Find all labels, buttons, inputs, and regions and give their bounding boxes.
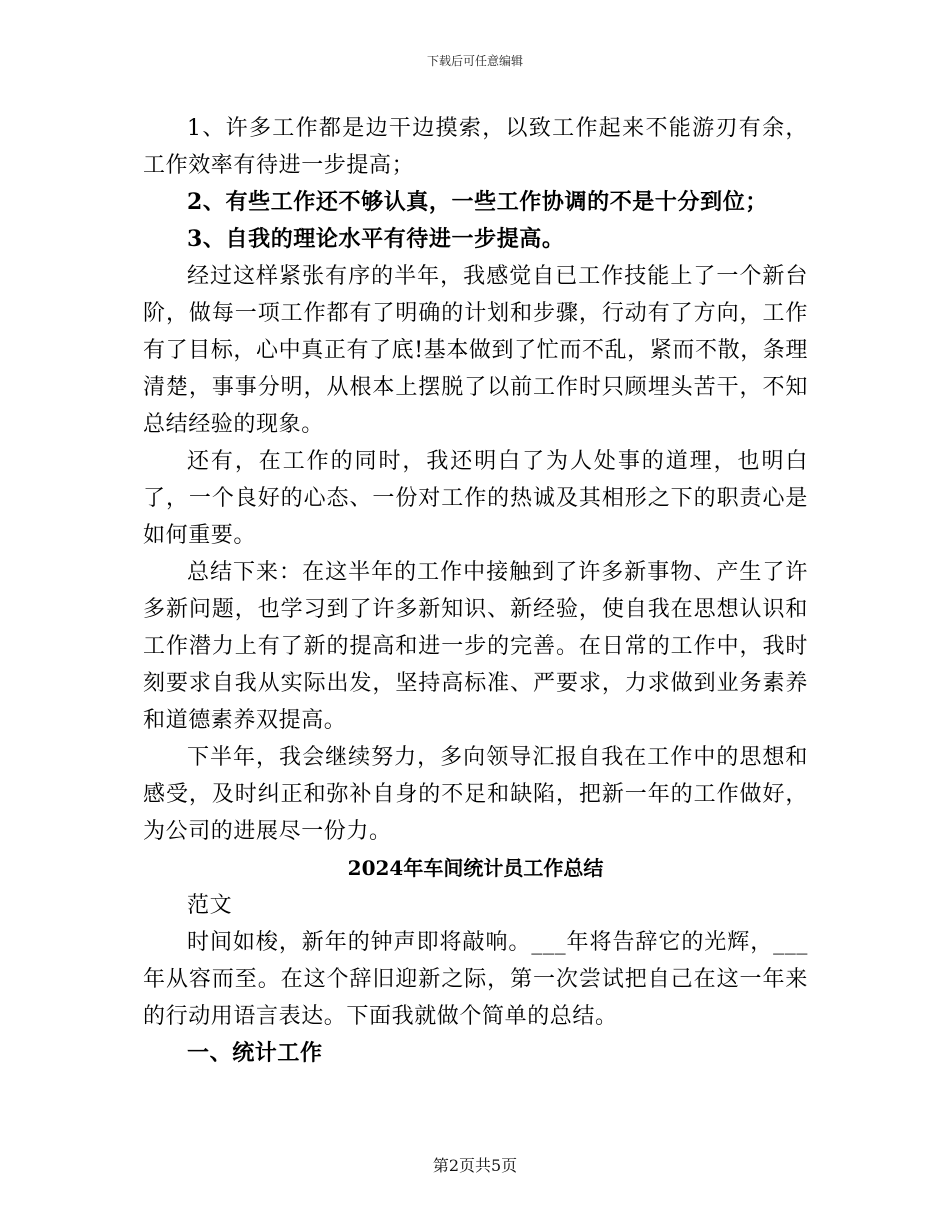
paragraph-9: 时间如梭，新年的钟声即将敲响。___年将告辞它的光辉，___年从容而至。在这个辞旧迎新之际，第一次尝试把自己在这一年来的行动用语言表达。下面我就做个简单的总结。 <box>143 930 808 1029</box>
paragraph-4: 经过这样紧张有序的半年，我感觉自已工作技能上了一个新台阶，做每一项工作都有了明确的计划和步骤，行动有了方向，工作有了目标，心中真正有了底!基本做到了忙而不乱，紧而不散，条理清楚，事事分明，从根本上摆脱了以前工作时只顾埋头苦干，不知总结经验的现象。 <box>143 264 808 437</box>
header-note: 下载后可任意编辑 <box>426 54 523 68</box>
paragraph-3: 3、自我的理论水平有待进一步提高。 <box>187 226 565 252</box>
paragraph-7: 下半年，我会继续努力，多向领导汇报自我在工作中的思想和感受，及时纠正和弥补自身的不足和缺陷，把新一年的工作做好，为公司的进展尽一份力。 <box>143 745 808 844</box>
paragraph-5: 还有，在工作的同时，我还明白了为人处事的道理，也明白了，一个良好的心态、一份对工作的热诚及其相形之下的职责心是如何重要。 <box>143 449 808 548</box>
paragraph-6: 总结下来：在这半年的工作中接触到了许多新事物、产生了许多新问题，也学习到了许多新知识、新经验，使自我在思想认识和工作潜力上有了新的提高和进一步的完善。在日常的工作中，我时刻要求自我从实际出发，坚持高标准、严要求，力求做到业务素养和道德素养双提高。 <box>143 560 808 733</box>
section-heading: 一、统计工作 <box>187 1040 323 1066</box>
section-title: 2024年车间统计员工作总结 <box>347 856 604 880</box>
document-body <box>143 110 808 1072</box>
paragraph-1: 1、许多工作都是边干边摸索，以致工作起来不能游刃有余，工作效率有待进一步提高； <box>143 116 808 178</box>
paragraph-8: 范文 <box>187 893 233 918</box>
paragraph-2: 2、有些工作还不够认真，一些工作协调的不是十分到位； <box>187 189 768 215</box>
page-indicator: 第2页共5页 <box>432 1156 518 1175</box>
